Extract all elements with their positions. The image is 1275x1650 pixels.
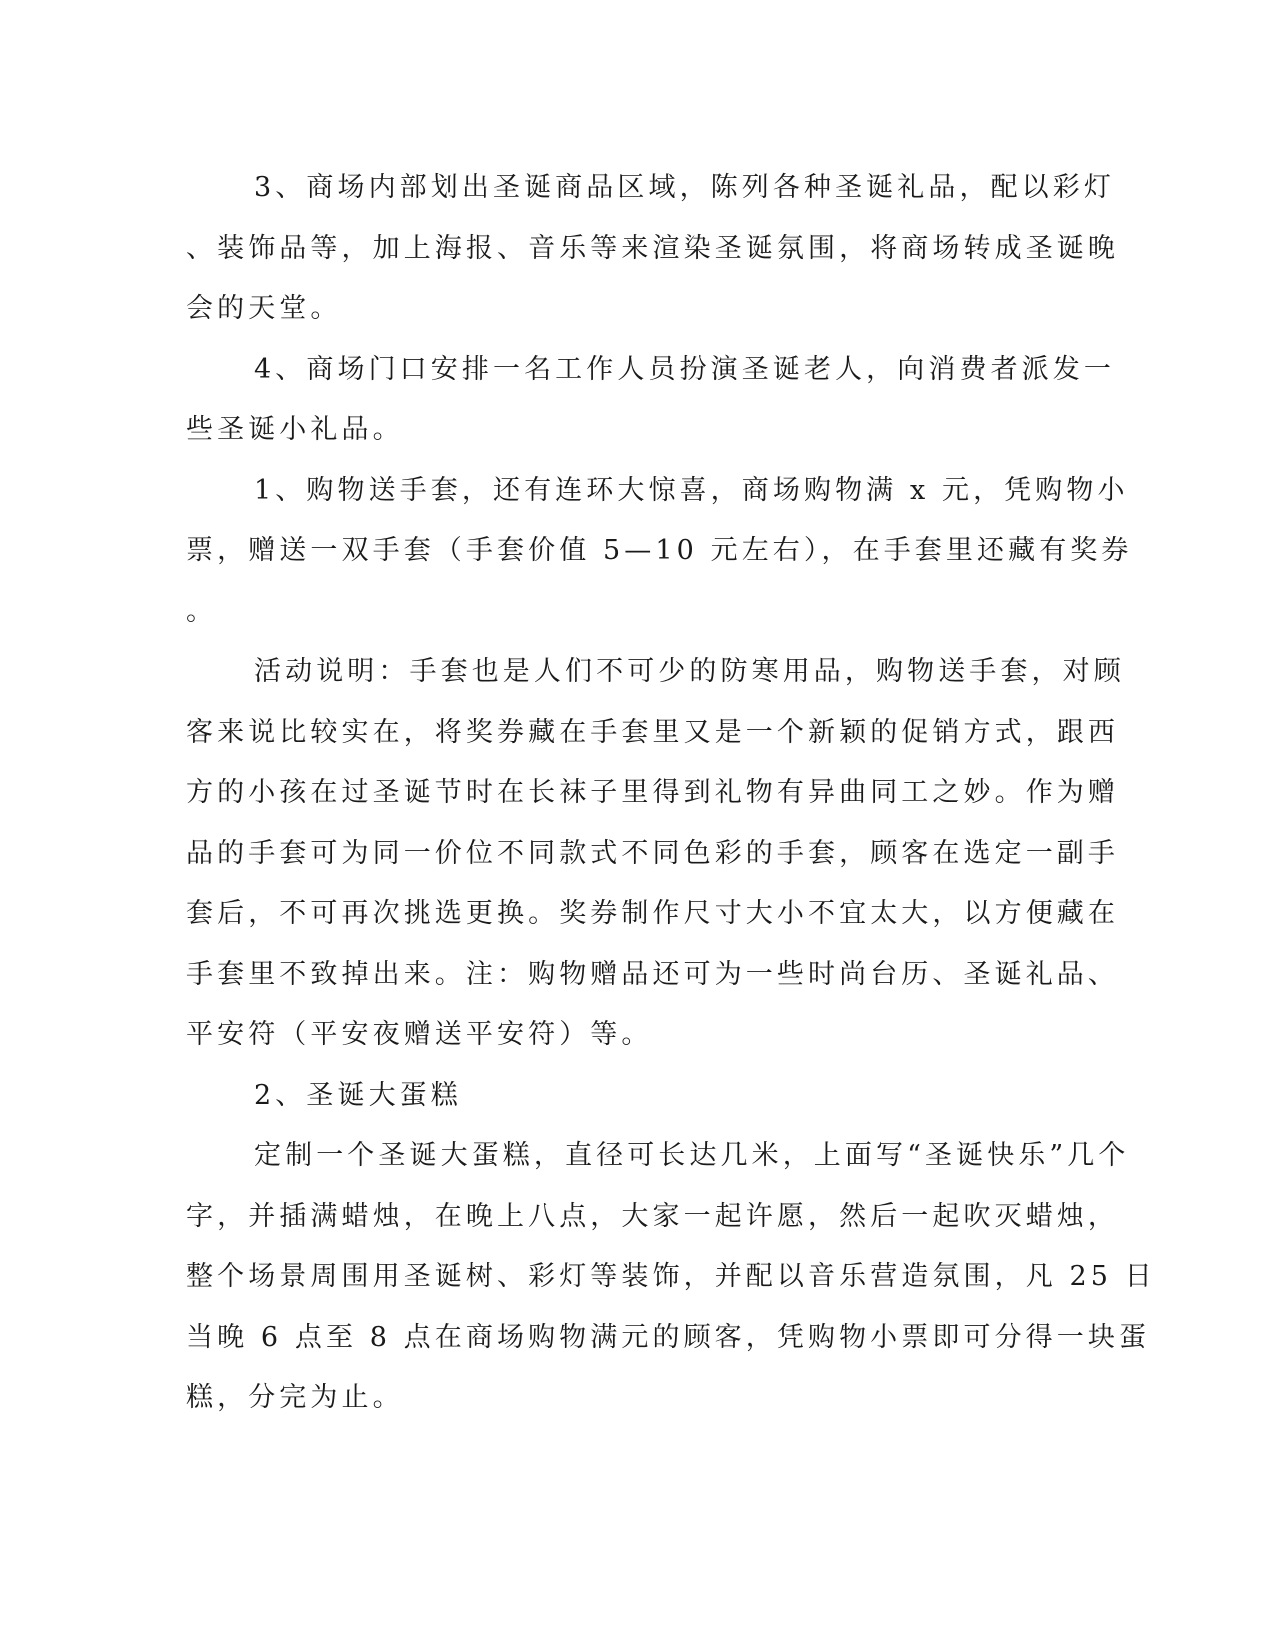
text-line: 4、商场门口安排一名工作人员扮演圣诞老人，向消费者派发一 [254, 353, 1115, 385]
text-line: 些圣诞小礼品。 [186, 414, 404, 445]
text-line: 3、商场内部划出圣诞商品区域，陈列各种圣诞礼品，配以彩灯 [254, 172, 1115, 203]
text-line: 平安符（平安夜赠送平安符）等。 [186, 1019, 653, 1050]
text-line: 当晚 6 点至 8 点在商场购物满元的顾客，凭购物小票即可分得一块蛋 [186, 1321, 1151, 1353]
text-line: 品的手套可为同一价位不同款式不同色彩的手套，顾客在选定一副手 [186, 837, 1119, 869]
text-line: 、装饰品等，加上海报、音乐等来渲染圣诞氛围，将商场转成圣诞晚 [186, 232, 1119, 264]
text-line: 套后，不可再次挑选更换。奖券制作尺寸大小不宜太大，以方便藏在 [186, 898, 1119, 929]
text-line: 2、圣诞大蛋糕 [254, 1079, 462, 1111]
text-line: 糕，分完为止。 [186, 1382, 404, 1413]
text-line: 。 [186, 595, 218, 627]
text-line: 字，并插满蜡烛，在晚上八点，大家一起许愿，然后一起吹灭蜡烛， [186, 1200, 1119, 1232]
text-line: 手套里不致掉出来。注：购物赠品还可为一些时尚台历、圣诞礼品、 [186, 958, 1119, 990]
text-line: 客来说比较实在，将奖券藏在手套里又是一个新颖的促销方式，跟西 [186, 716, 1119, 748]
body-text [186, 158, 1156, 1429]
text-line: 会的天堂。 [186, 293, 342, 324]
text-line: 整个场景周围用圣诞树、彩灯等装饰，并配以音乐营造氛围，凡 25 日 [186, 1261, 1156, 1292]
text-line: 活动说明：手套也是人们不可少的防寒用品，购物送手套，对顾 [254, 656, 1125, 687]
text-line: 1、购物送手套，还有连环大惊喜，商场购物满 x 元，凭购物小 [254, 474, 1129, 506]
text-line: 定制一个圣诞大蛋糕，直径可长达几米，上面写“圣诞快乐”几个 [254, 1140, 1130, 1171]
text-line: 方的小孩在过圣诞节时在长袜子里得到礼物有异曲同工之妙。作为赠 [186, 777, 1119, 808]
text-line: 票，赠送一双手套（手套价值 5—10 元左右），在手套里还藏有奖券 [186, 535, 1133, 566]
